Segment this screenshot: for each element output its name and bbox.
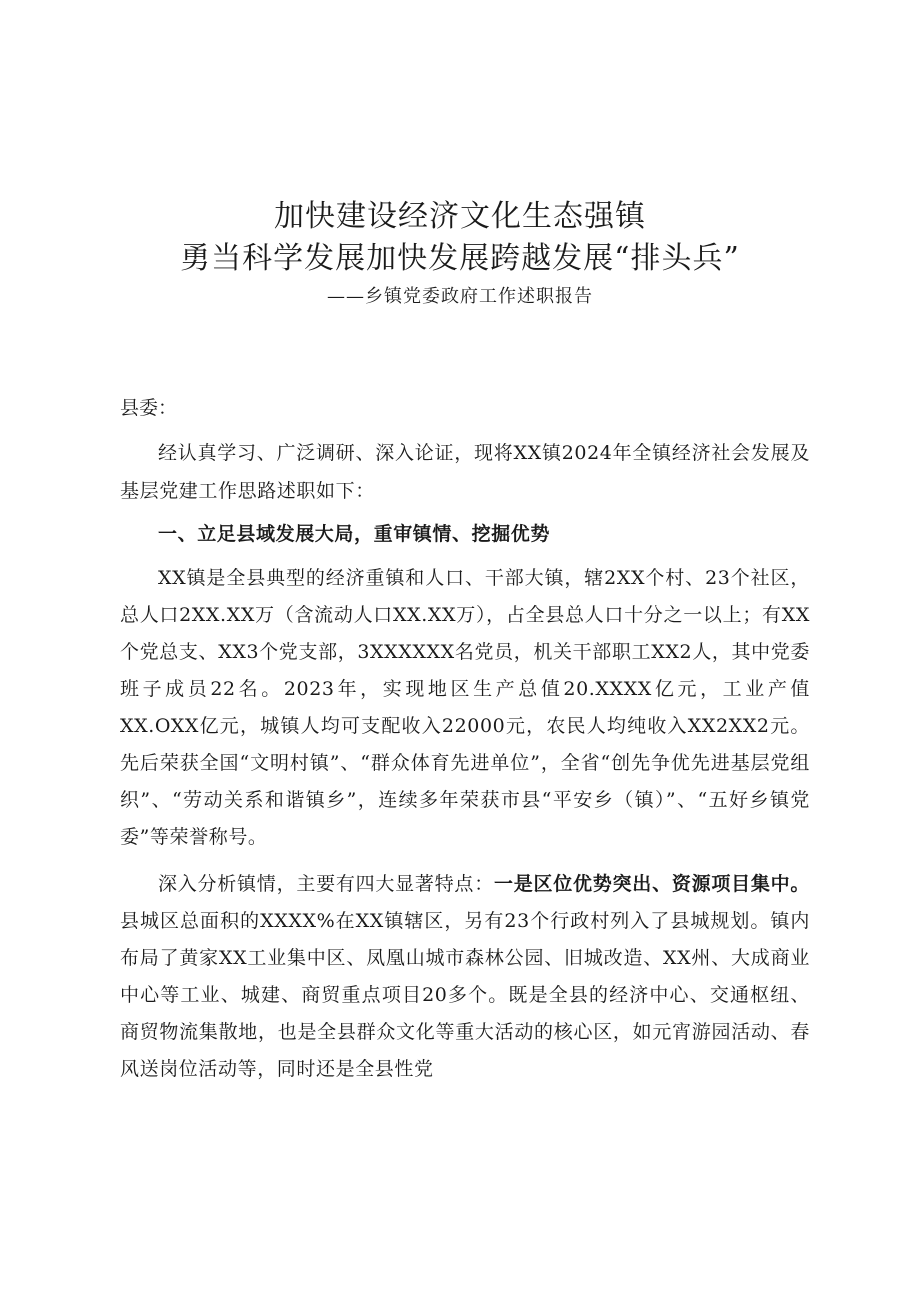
section-heading-1: 一、立足县域发展大局，重审镇情、挖掘优势 (158, 523, 551, 545)
section-1-paragraph: XX镇是全县典型的经济重镇和人口、干部大镇，辖2XX个村、23个社区，总人口2XX.XX万（含流动人口XX.XX万），占全县总人口十分之一以上；有XX个党总支、XX3个党支部，3XXXXXX名党员，机关干部职工XX2人，其中党委班子成员22名。2023年，实现地区生产总值20.XXXX亿元，工业产值XX.OXX亿元，城镇人均可支配收入22000元，农民人均纯收入XX2XX2元。先后荣获全国“文明村镇”、“群众体育先进单位”，全省“创先争优先进基层党组织”、“劳动关系和谐镇乡”，连续多年荣获市县“平安乡（镇）”、“五好乡镇党委”等荣誉称号。 (120, 567, 810, 848)
salutation: 县委： (120, 397, 178, 419)
analysis-paragraph (120, 866, 810, 1088)
title-line-1: 加快建设经济文化生态强镇 (274, 199, 646, 234)
analysis-point-1: 一是区位优势突出、资源项目集中。 (493, 873, 811, 895)
intro-paragraph: 经认真学习、广泛调研、深入论证，现将XX镇2024年全镇经济社会发展及基层党建工作思路述职如下： (120, 442, 810, 502)
analysis-lead: 深入分析镇情，主要有四大显著特点： (158, 873, 494, 895)
document-body (120, 388, 810, 1088)
title-line-2: 勇当科学发展加快发展跨越发展“排头兵” (180, 241, 740, 276)
analysis-text: 县城区总面积的XXXX%在XX镇辖区，另有23个行政村列入了县城规划。镇内布局了黄家XX工业集中区、凤凰山城市森林公园、旧城改造、XX州、大成商业中心等工业、城建、商贸重点项目20多个。既是全县的经济中心、交通枢纽、商贸物流集散地，也是全县群众文化等重大活动的核心区，如元宵游园活动、春风送岗位活动等，同时还是全县性党 (120, 910, 810, 1080)
subtitle: ——乡镇党委政府工作述职报告 (327, 286, 593, 307)
title-block (0, 196, 920, 312)
